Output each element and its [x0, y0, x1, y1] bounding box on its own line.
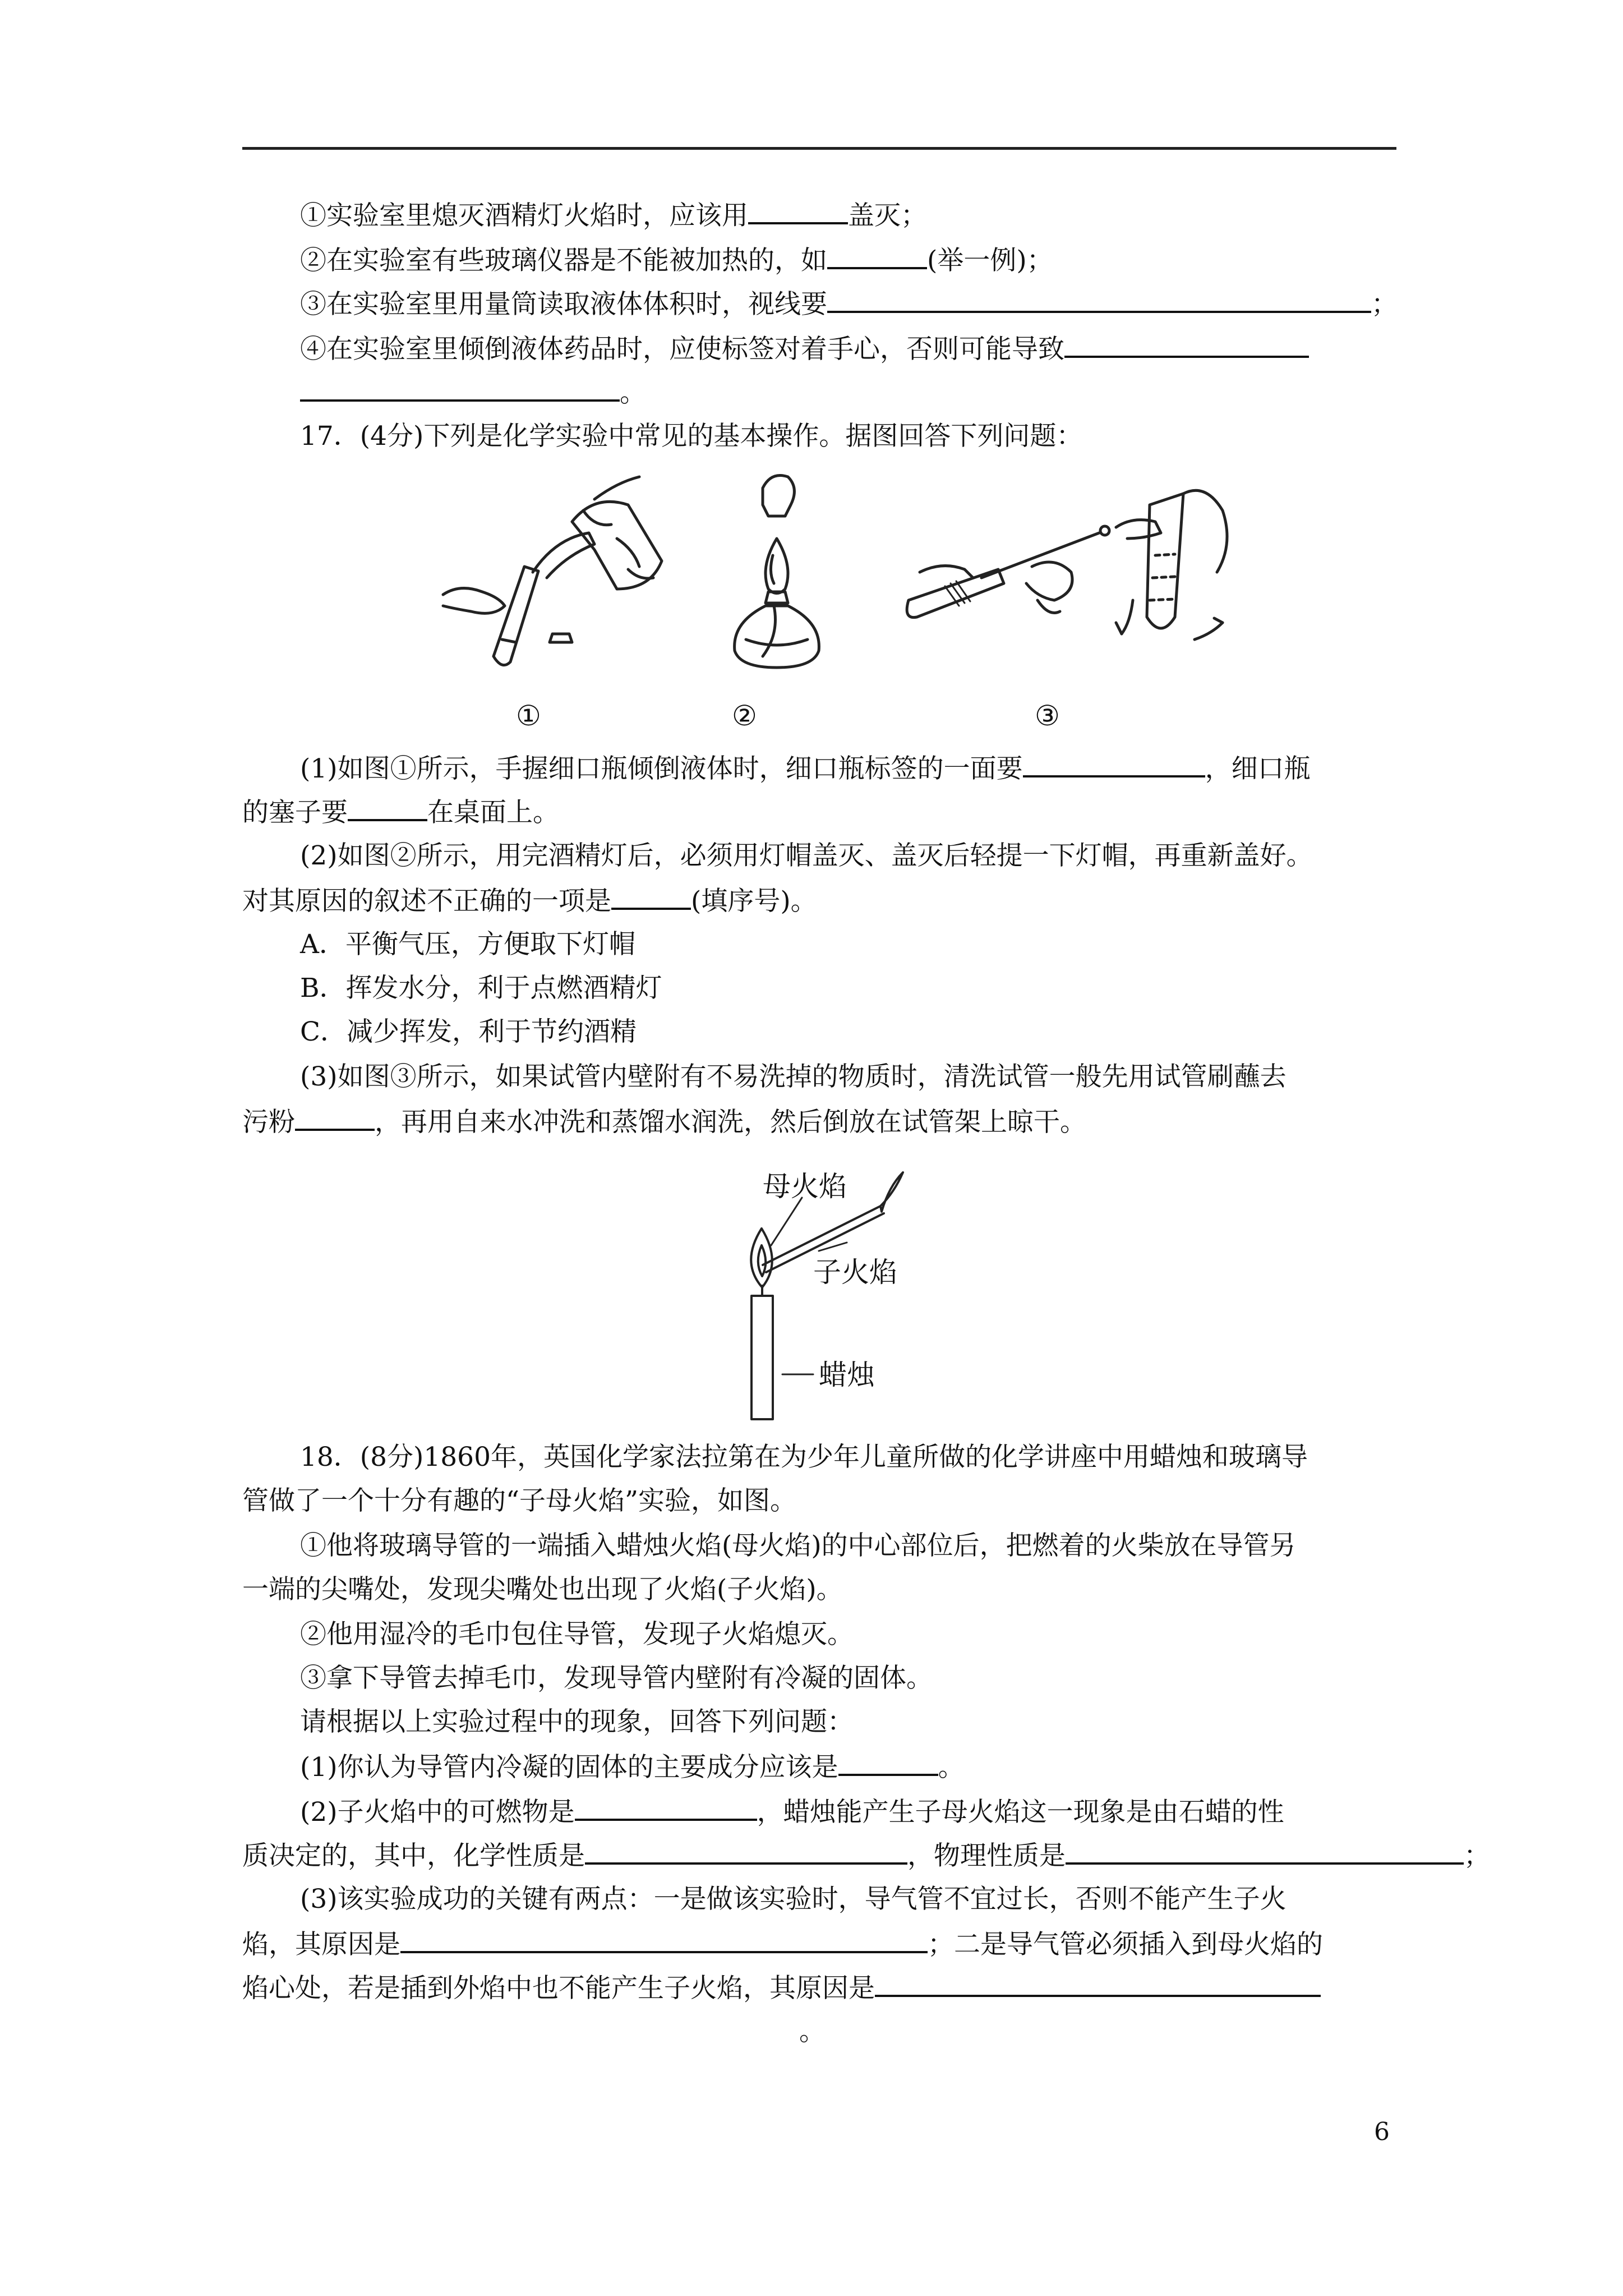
mother-flame-core — [758, 1245, 766, 1276]
q16-item-4: ④在实验室里倾倒液体药品时，应使标签对着手心，否则可能导致 — [300, 331, 1309, 366]
q17-part3-line2: 污粉 ，再用自来水冲洗和蒸馏水润洗，然后倒放在试管架上晾干。 — [242, 1104, 1086, 1139]
q18-part3-line1: (3)该实验成功的关键有两点：一是做该实验时，导气管不宜过长，否则不能产生子火 — [300, 1884, 1287, 1915]
q18-part1: (1)你认为导管内冷凝的固体的主要成分应该是 。 — [300, 1749, 965, 1784]
header-rule — [242, 147, 1396, 150]
q18-part3-end: 。 — [799, 2016, 826, 2047]
child-mother-flame-figure — [729, 1161, 953, 1430]
answer-blank[interactable] — [1023, 751, 1205, 777]
q17-part1-line2: 的塞子要 在桌面上。 — [242, 794, 559, 830]
q18-prompt: 请根据以上实验过程中的现象，回答下列问题： — [300, 1706, 854, 1737]
candle-body — [751, 1296, 773, 1419]
label-child-flame: 子火焰 — [813, 1256, 897, 1289]
figure-label-3: ③ — [1035, 700, 1060, 732]
answer-blank[interactable] — [611, 883, 691, 910]
test-tube-brush-illustration — [907, 490, 1227, 639]
q16-item-3: ③在实验室里用量筒读取液体体积时，视线要 ； — [300, 286, 1398, 321]
leader-mother — [771, 1198, 802, 1245]
answer-blank[interactable] — [827, 286, 1371, 313]
q18-stem-line2: 管做了一个十分有趣的“子母火焰”实验，如图。 — [242, 1485, 797, 1516]
label-mother-flame: 母火焰 — [763, 1170, 847, 1203]
answer-blank[interactable] — [827, 242, 927, 269]
figure-label-1: ① — [516, 700, 541, 732]
q17-option-b: B．挥发水分，利于点燃酒精灯 — [300, 973, 662, 1004]
answer-blank[interactable] — [400, 1926, 928, 1953]
q16-item-4-cont: 。 — [300, 375, 646, 410]
q18-step2: ②他用湿冷的毛巾包住导管，发现子火焰熄灭。 — [300, 1619, 854, 1650]
q17-part3-line1: (3)如图③所示，如果试管内壁附有不易洗掉的物质时，清洗试管一般先用试管刷蘸去 — [300, 1061, 1287, 1092]
page-number: 6 — [1374, 2118, 1390, 2146]
q16-item-1: ①实验室里熄灭酒精灯火焰时，应该用 盖灭； — [300, 197, 927, 233]
q18-step3: ③拿下导管去掉毛巾，发现导管内壁附有冷凝的固体。 — [300, 1663, 933, 1694]
q18-part3-line3: 焰心处，若是插到外焰中也不能产生子火焰，其原因是 — [242, 1970, 1321, 2005]
q17-option-c: C．减少挥发，利于节约酒精 — [300, 1016, 637, 1047]
q18-step1-line1: ①他将玻璃导管的一端插入蜡烛火焰(母火焰)的中心部位后，把燃着的火柴放在导管另 — [300, 1530, 1296, 1561]
alcohol-lamp-illustration — [735, 476, 819, 668]
q18-part2-line2: 质决定的，其中，化学性质是 ，物理性质是 ； — [242, 1838, 1490, 1873]
q17-part2-line1: (2)如图②所示，用完酒精灯后，必须用灯帽盖灭、盖灭后轻提一下灯帽，再重新盖好。 — [300, 840, 1313, 871]
q17-part1-line1: (1)如图①所示，手握细口瓶倾倒液体时，细口瓶标签的一面要 ，细口瓶 — [300, 751, 1311, 786]
q17-stem: 17．(4分)下列是化学实验中常见的基本操作。据图回答下列问题： — [300, 421, 1083, 452]
answer-blank[interactable] — [838, 1749, 938, 1776]
pouring-illustration — [443, 477, 662, 665]
child-flame-shape — [880, 1172, 903, 1212]
answer-blank[interactable] — [575, 1794, 757, 1821]
q18-part2-line1: (2)子火焰中的可燃物是 ，蜡烛能产生子母火焰这一现象是由石蜡的性 — [300, 1794, 1284, 1829]
answer-blank[interactable] — [585, 1838, 907, 1865]
q17-part2-line2: 对其原因的叙述不正确的一项是 (填序号)。 — [242, 883, 817, 918]
q18-step1-line2: 一端的尖嘴处，发现尖嘴处也出现了火焰(子火焰)。 — [242, 1574, 843, 1605]
label-candle: 蜡烛 — [819, 1359, 875, 1391]
answer-blank[interactable] — [348, 794, 427, 821]
mother-flame-shape — [751, 1228, 772, 1287]
answer-blank[interactable] — [1064, 331, 1309, 358]
figure-label-2: ② — [732, 700, 757, 732]
answer-blank[interactable] — [748, 197, 848, 224]
q17-option-a: A．平衡气压，方便取下灯帽 — [300, 929, 635, 960]
answer-blank[interactable] — [875, 1970, 1321, 1997]
lab-operations-figure — [426, 471, 1256, 684]
answer-blank[interactable] — [300, 375, 620, 402]
q16-item-2: ②在实验室有些玻璃仪器是不能被加热的，如 (举一例)； — [300, 242, 1053, 278]
q18-part3-line2: 焰，其原因是 ；二是导气管必须插入到母火焰的 — [242, 1926, 1323, 1962]
answer-blank[interactable] — [1066, 1838, 1464, 1865]
q18-stem-line1: 18．(8分)1860年，英国化学家法拉第在为少年儿童所做的化学讲座中用蜡烛和玻璃导 — [300, 1442, 1308, 1473]
answer-blank[interactable] — [295, 1104, 375, 1131]
